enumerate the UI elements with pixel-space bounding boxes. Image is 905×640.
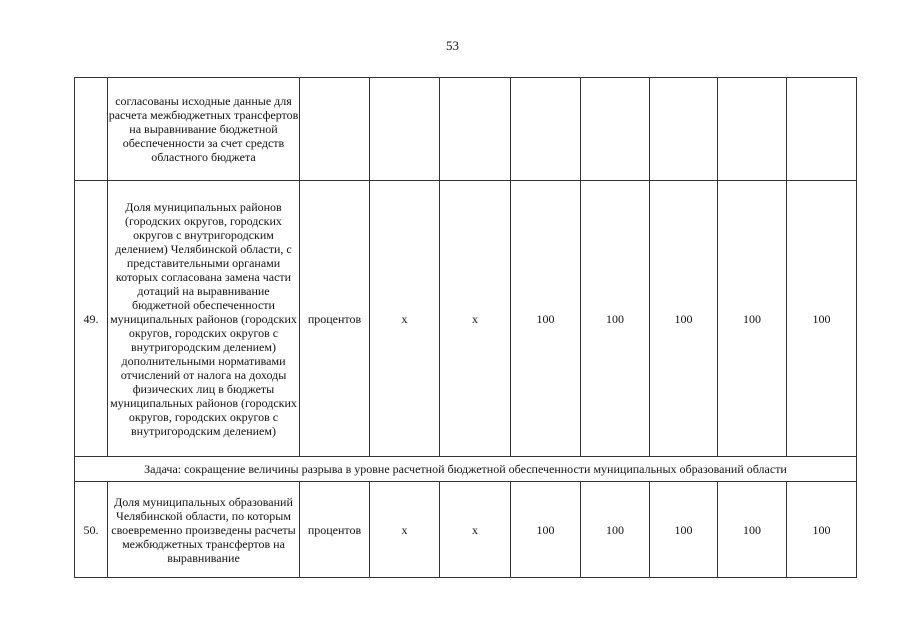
value-cell <box>440 78 511 181</box>
row-number: 49. <box>75 181 108 457</box>
value-cell <box>787 78 857 181</box>
value-cell: 100 <box>581 482 650 578</box>
table-row <box>75 181 857 457</box>
value-cell: 100 <box>511 482 581 578</box>
value-cell: 100 <box>650 482 718 578</box>
value-cell <box>718 78 787 181</box>
indicator-description: Доля муниципальных районов (городских округов, городских округов с внутригородским делением) Челябинской области, с представительными органами которых согласована замена части дотаций на выравнивание бюджетной обеспеченности муниципальных районов (городских округов, городских округов с внутригородским делением) дополнительными нормативами отчислений от налога на доходы физических лиц в бюджеты муниципальных районов (городских округов, городских округов с внутригородским делением) <box>108 181 300 457</box>
indicators-table <box>74 77 857 578</box>
unit-cell <box>300 78 370 181</box>
value-cell <box>370 78 440 181</box>
unit-cell: процентов <box>300 482 370 578</box>
task-heading: Задача: сокращение величины разрыва в уровне расчетной бюджетной обеспеченности муниципальных образований области <box>75 457 857 482</box>
value-cell: х <box>370 181 440 457</box>
task-row <box>75 457 857 482</box>
table-row <box>75 482 857 578</box>
value-cell: 100 <box>718 482 787 578</box>
value-cell <box>511 78 581 181</box>
value-cell: 100 <box>787 482 857 578</box>
table-row <box>75 78 857 181</box>
value-cell: 100 <box>718 181 787 457</box>
value-cell: 100 <box>511 181 581 457</box>
value-cell <box>581 78 650 181</box>
value-cell: х <box>440 482 511 578</box>
value-cell: 100 <box>581 181 650 457</box>
row-number <box>75 78 108 181</box>
value-cell: 100 <box>650 181 718 457</box>
indicator-description: согласованы исходные данные для расчета межбюджетных трансфертов на выравнивание бюджетной обеспеченности за счет средств областного бюджета <box>108 78 300 181</box>
page-number: 53 <box>446 38 459 53</box>
unit-cell: процентов <box>300 181 370 457</box>
value-cell <box>650 78 718 181</box>
value-cell: 100 <box>787 181 857 457</box>
row-number: 50. <box>75 482 108 578</box>
value-cell: х <box>440 181 511 457</box>
indicator-description: Доля муниципальных образований Челябинской области, по которым своевременно произведены расчеты межбюджетных трансфертов на выравнивание <box>108 482 300 578</box>
value-cell: х <box>370 482 440 578</box>
